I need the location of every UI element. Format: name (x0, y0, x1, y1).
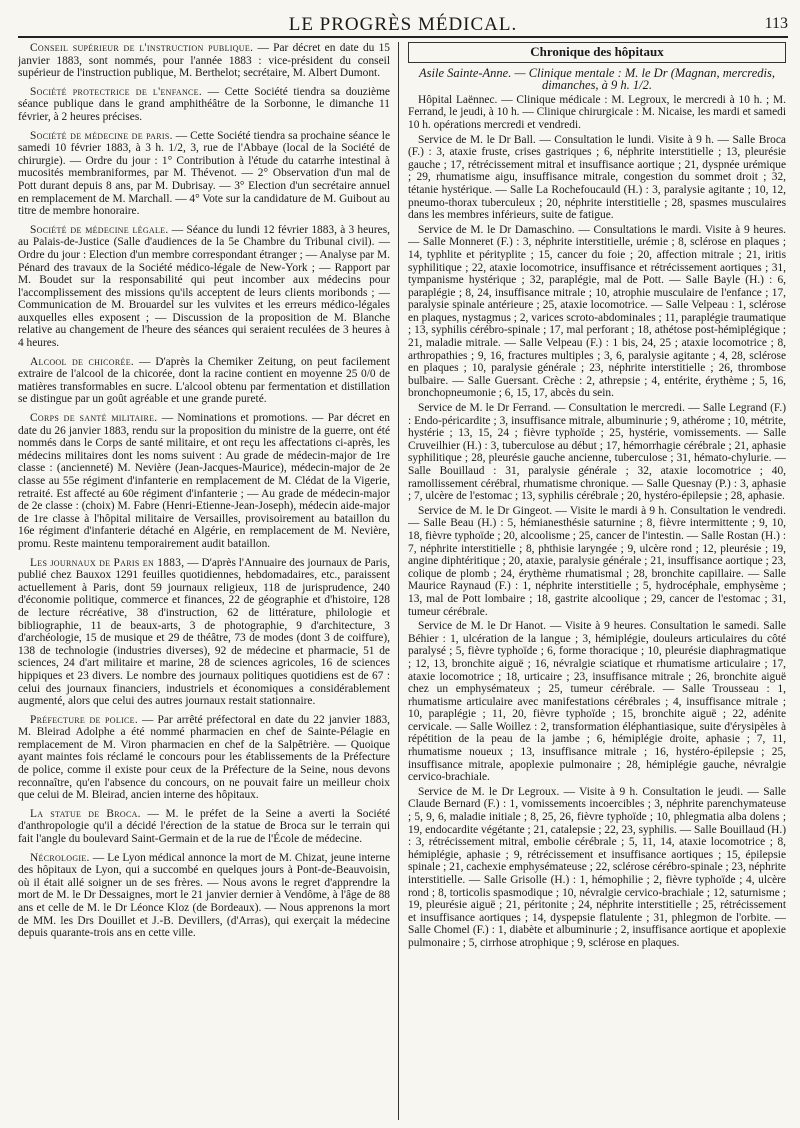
page-number: 113 (764, 15, 788, 32)
news-item-text: — Le Lyon médical annonce la mort de M. Chizat, jeune interne des hôpitaux de Lyon, qui a succombé en quelques jours à Pont-de-Beauvoisin, où il était allé soigner un de ses frères. — Nous avons le regret d'apprendre la mort de M. le Dr Dessaignes, mort le 21 janvier dernier à Vendôme, à l'âge de 88 ans et celle de M. le Dr Léonce Kloz (de Bordeaux). — Nous apprenons la mort de MM. les Drs Douillet et J.-B. Devillers, (d'Arras), qui exerçait la médecine depuis quarante-trois ans en cette ville. (18, 851, 390, 940)
hospital-paragraph: Service de M. le Dr Legroux. — Visite à 9 h. Consultation le jeudi. — Salle Claude Bernard (F.) : 1, vomissements incoercibles ; 3, néphrite parenchymateuse ; 5, 9, 6, maladie initiale ; 8, 25, 26, fièvre typhoïde ; 10, phlegmatia alba dolens ; 19, endocardite végétante ; 21, catalepsie ; 22, 23, syphilis. — Salle Bouillaud (H.) : 3, rétrécissement mitral, embolie cérébrale ; 5, 11, 14, ataxie locomotrice ; 8, hémiplégie, aphasie ; 9, rétrécissement et insuffisance aortiques ; 15, épilepsie spinale ; 21, cachexie emphysémateuse ; 22, sclérose cérébro-spinale ; 23, néphrite interstitielle. — Salle Grisolle (H.) : 1, hémophilie ; 2, fièvre typhoïde ; 4, ulcère rond ; 8, torticolis spasmodique ; 10, névralgie cervico-brachiale ; 12, saturnisme ; 19, pleurésie aiguë ; 21, péritonite ; 24, néphrite interstitielle ; 25, rétrécissement et insuffisance aortiques ; 14, dyspepsie flatulente ; 31, phlegmon de l'orbite. — Salle Chomel (F.) : 1, diabète et albuminurie ; 2, insuffisance aortique et apoplexie pulmonaire ; 5, cirrhose atrophique ; 9, sclérose en plaques. (408, 785, 786, 949)
news-item-heading: Nécrologie. (30, 851, 90, 864)
news-item-heading: Alcool de chicorée. (30, 355, 135, 368)
news-item (18, 356, 390, 406)
news-item (18, 224, 390, 350)
news-item-text: — Nominations et promotions. — Par décret en date du 26 janvier 1883, rendu sur la proposition du ministre de la guerre, ont été nommés dans le Corps de santé militaire, et ont reçu les affectations ci-après, les médecins militaires dont les noms suivent : Au grade de médecin-major de 1re classe : (ancienneté) M. Nevière (Jean-Jacques-Maurice), médecin-major de 2e classe au 55e régiment d'infanterie en remplacement de M. Clédat de la Vigerie, retraité. Est affecté au 60e régiment d'infanterie ; — Au grade de médecin-major de 2e classe : (choix) M. Fabre (Henri-Etienne-Jean-Joseph), médecin aide-major de 1re classe à l'hôpital militaire de Versailles, provisoirement au bataillon du 16e régiment d'infanterie détaché en Algérie, en remplacement de M. Nevière, promu. Reste maintenu temporairement audit bataillon. (18, 412, 390, 550)
hospital-paragraph: Service de M. le Dr Ferrand. — Consultation le mercredi. — Salle Legrand (F.) : Endo-péricardite ; 3, insuffisance mitrale, albuminurie ; 9, athérome ; 10, métrite, hystérie ; 13, 15, 24 ; fièvre typhoïde ; 25, hystérie, vomissements. — Salle Cruveilhier (H.) : 3, tuberculose au début ; 17, hémorrhagie cérébrale ; 21, aphasie syphilitique ; 28, pleurésie gauche ancienne, tuberculose ; 31, hémato-chylurie. — Salle Bouillaud : 31, paralysie générale ; 32, ataxie locomotrice ; 40, ramollissement cérébral, rhumatisme chronique. — Salle Quesnay (P.) : 3, aphasie ; 7, ulcère de l'estomac ; 13, syphilis cérébrale ; 20, hystéro-épilepsie ; 28, aphasie. (408, 402, 786, 503)
section-title-box: Chronique des hôpitaux (408, 42, 786, 63)
left-column (18, 42, 390, 1122)
hospital-paragraph: Service de M. le Dr Damaschino. — Consultations le mardi. Visite à 9 heures. — Salle Monneret (F.) : 3, néphrite interstitielle, urémie ; 8, sclérose en plaques ; 14, typhlite et pérityplite ; 15, cancer du foie ; 20, affection mitrale ; 21, iritis syphilitique ; 22, ataxie locomotrice, insuffisance et rétrécissement aortiques ; 31, tympanisme hystérique ; 32, paraplégie, mal de Pott. — Salle Bayle (H.) : 6, paraplégie ; 8, 24, insuffisance mitrale ; 10, atrophie musculaire de l'enfance ; 17, paralysie spinale antérieure ; 25, ataxie locomotrice. — Salle Velpeau : 1, sclérose en plaques, nystagmus ; 2, varices scroto-abdominales ; 11, paraplégie traumatique ; 13, syphilis cérébro-spinale ; 17, mal perforant ; 18, athétose post-hémiplégique ; 21, maladie mitrale. — Salle Velpeau (F.) : 1 bis, 24, 25 ; ataxie locomotrice ; 8, arthropathies ; 9, 16, fractures multiples ; 3, 6, paralysie agitante ; 4, 28, sclérose en plaques ; 10, paralysie générale ; 23, néphrite interstitielle ; 26, thrombose bulbaire. — Salle Guersant. Crèche : 2, athrepsie ; 4, entérite, érythème ; 5, 16, bronchopneumonie ; 6, 15, 17, abcès du sein. (408, 223, 786, 400)
journal-title: LE PROGRÈS MÉDICAL. (288, 14, 518, 35)
news-item-text: — Cette Société tiendra sa prochaine séance le samedi 10 février 1883, à 3 h. 1/2, 3, rue de l'Abbaye (local de la Société de chirurgie). — Ordre du jour : 1° Contribution à l'étude du catarrhe intestinal à mucosités membraniformes, par M. Thévenot. — 2° Observation d'un mal de Pott durant depuis 8 ans, par M. Dubrisay. — 3° Election d'un secrétaire annuel en remplacement de M. Marchall. — 4° Vote sur la candidature de M. Guibout au titre de membre honoraire. (18, 129, 390, 218)
news-item (18, 412, 390, 551)
news-item (18, 557, 390, 708)
news-item-text: — D'après la Chemiker Zeitung, on peut facilement extraire de l'alcool de la chicorée, dont la racine contient en moyenne 25 0/0 de matières transformables en sucre. L'alcool obtenu par fermentation et distillation se distingue par un goût agréable et une grande pureté. (18, 355, 390, 406)
news-item-heading: La statue de Broca. (30, 807, 141, 820)
running-header (18, 10, 788, 38)
news-item (18, 130, 390, 218)
hospital-heading: Asile Sainte-Anne. — Clinique mentale : M. le Dr (Magnan, mercredis, dimanches, à 9 h. 1/2. (419, 65, 775, 93)
hospital-paragraph: Service de M. le Dr Gingeot. — Visite le mardi à 9 h. Consultation le vendredi. — Salle Beau (H.) : 5, hémianesthésie saturnine ; 8, fièvre intermittente ; 9, 10, 18, fièvre typhoïde ; 20, alcoolisme ; 25, cancer de l'intestin. — Salle Rostan (H.) : 7, néphrite interstitielle ; 8, phthisie laryngée ; 9, ulcère rond ; 12, pleurésie ; 19, angine diphtéritique ; 20, ataxie, paralysie générale ; 21, insuffisance aortique ; 23, colique de plomb ; 24, érythème rhumatismal ; 28, bronchite capillaire. — Salle Maurice Raynaud (F.) : 1, néphrite interstitielle ; 5, hydrocéphale, emphysème ; 13, mal de Pott lombaire ; 18, gastrite alcoolique ; 29, cancer de l'estomac ; 31, tumeur cérébrale. (408, 504, 786, 618)
news-item-heading: Préfecture de police. (30, 713, 139, 726)
news-item-text: — Par arrêté préfectoral en date du 22 janvier 1883, M. Bleirad Adolphe a été nommé pharmacien en chef de Sainte-Pélagie en remplacement de M. Viron pharmacien en chef de la Salpêtrière. — Quoique ayant maintes fois réclamé le concours pour les établissements de la Préfecture de police, comme il existe pour ceux de la Préfecture de la Seine, nous devons reconnaître, qu'en l'absence du concours, on ne pouvait faire un meilleur choix que celui de M. Bleirad, ancien interne des hôpitaux. (18, 713, 390, 802)
news-item-text: — Séance du lundi 12 février 1883, à 3 heures, au Palais-de-Justice (Salle d'audiences de la 5e Chambre du Tribunal civil). — Ordre du jour : Election d'un membre correspondant étranger ; — Analyse par M. Pénard des travaux de la Société médico-légale de New-York ; — Rapport par M. Boudet sur la responsabilité qui peut incomber aux médecins pour l'accomplissement des missions qu'ils acceptent de leurs clients moribonds ; — Communication de M. Brouardel sur les vulvites et les erreurs médico-légales auxquelles elles exposent ; — Discussion de la proposition de M. Blanche relative au changement de l'heure des séances qui seraient reculées de 3 heures à 4 heures. (18, 223, 390, 350)
news-item-text: — M. le préfet de la Seine a averti la Société d'anthropologie qu'il a décidé l'érection de la statue de Broca sur le terrain qui fait l'angle du boulevard Saint-Germain et de la rue de l'École de médecine. (18, 807, 390, 846)
news-item (18, 852, 390, 940)
hospital-paragraph: Service de M. le Dr Hanot. — Visite à 9 heures. Consultation le samedi. Salle Béhier : 1, ulcération de la langue ; 3, hémiplégie, douleurs articulaires du côté paralysé ; 5, fièvre typhoïde ; 6, forme thoracique ; 10, pleurésie diaphragmatique ; 12, 13, bronchite aiguë ; 16, névralgie sciatique et rhumatisme articulaire ; 17, ataxie locomotrice ; 18, urticaire ; 23, insuffisance mitrale ; 26, bronchite aiguë chez un emphysémateux ; 25, tumeur cérébrale. — Salle Trousseau : 1, rhumatisme articulaire avec manifestations cérébrales ; 4, insuffisance mitrale ; 10, paraplégie ; 11, 20, fièvre typhoïde ; 15, bronchite aiguë ; 22, adénite cervicale. — Salle Woillez : 2, transformation éléphantiasique, suite d'érysipèles à répétition de la peau de la jambe ; 6, hémiplégie droite, aphasie ; 7, 11, rhumatisme noueux ; 13, insuffisance mitrale ; 16, hystéro-épilepsie ; 25, insuffisance mitrale, apoplexie pulmonaire ; 28, hémiplégie gauche, névralgie cervico-brachiale. (408, 620, 786, 784)
news-item-heading: Conseil supérieur de l'instruction publique. (30, 42, 254, 54)
hospital-paragraph: Service de M. le Dr Ball. — Consultation le lundi. Visite à 9 h. — Salle Broca (F.) : 3, ataxie fruste, crises gastriques ; 6, néphrite interstitielle ; 13, pleurésie gauche ; 17, rétrécissement mitral et insuffisance aortique ; 21, dyspnée urémique ; 29, rhumatisme aigu, insuffisance mitrale, congestion du sommet droit ; 32, tétanie hystérique. — Salle La Rochefoucauld (H.) : 3, paralysie agitante ; 10, 12, pneumo-thorax tuberculeux ; 20, néphrite interstitielle ; 28, spasmes musculaires dans les membres inférieurs, suite de fatigue. (408, 133, 786, 222)
column-divider (398, 42, 399, 1120)
hospital-paragraph: Hôpital Laënnec. — Clinique médicale : M. Legroux, le mercredi à 10 h. ; M. Ferrand, le jeudi, à 10 h. — Clinique chirurgicale : M. Nicaise, les mardi et samedi 10 h. opérations mercredi et vendredi. (408, 93, 786, 131)
news-item-heading: Société protectrice de l'enfance. (30, 85, 203, 98)
news-item-heading: Société de médecine légale. (30, 223, 169, 236)
news-item (18, 714, 390, 802)
news-item-heading: Les journaux de Paris en 1883, (30, 556, 185, 569)
news-item-heading: Corps de santé militaire. (30, 412, 158, 425)
right-column (408, 42, 786, 1122)
news-item (18, 86, 390, 124)
news-item-text: — Par décret en date du 15 janvier 1883, sont nommés, pour l'année 1883 : vice-président du conseil supérieur de l'instruction publique, M. Berthelot; secrétaire, M. Albert Dumont. (18, 42, 390, 80)
news-item (18, 808, 390, 846)
news-item-text: — Cette Société tiendra sa douzième séance publique dans le grand amphithéâtre de la Sorbonne, le dimanche 11 février, à 2 heures précises. (18, 85, 390, 123)
news-item (18, 42, 390, 80)
news-item-heading: Société de médecine de paris. (30, 129, 173, 142)
news-item-text: — D'après l'Annuaire des journaux de Paris, publié chez Bauxox 1291 feuilles quotidiennes, hebdomadaires, etc., paraissent actuellement à Paris, dont 59 journaux religieux, 118 de jurisprudence, 240 d'économie politique, commerce et finances, 22 de géographie et d'histoire, 128 de lecture récréative, 38 d'instruction, 62 de littérature, philologie et bibliographie, 11 de beaux-arts, 3 de photographie, 9 d'architecture, 3 d'archéologie, 15 de musique et 29 de théâtre, 73 de modes (dont 3 de coiffure), 138 de technologie (industries diverses), 92 de médecine et pharmacie, 51 de sciences, 24 d'art militaire et marine, 28 de sciences agricoles, 16 de sciences hippiques et 23 divers. Le nombre des journaux politiques quotidiens est de 67 : celui des journaux financiers, industriels et économiques a considérablement augmenté, alors que celui des autres journaux restait stationnaire. (18, 556, 390, 708)
